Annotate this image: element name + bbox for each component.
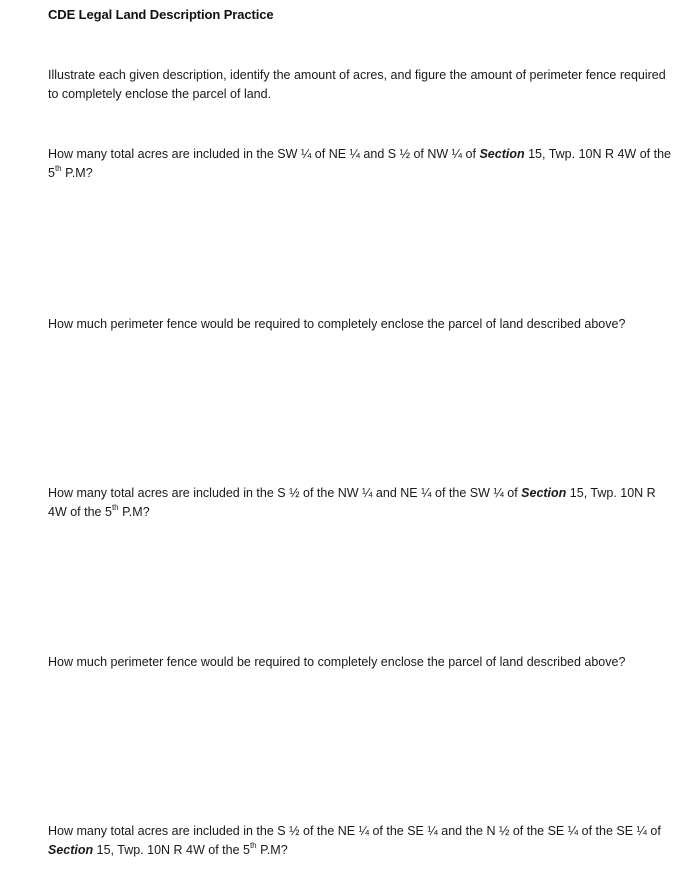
question-3-section-word: Section bbox=[521, 486, 567, 500]
question-3-acres bbox=[48, 484, 676, 522]
question-2-perimeter: How much perimeter fence would be required to completely enclose the parcel of land described above? bbox=[48, 317, 626, 331]
question-3-text-mid: 15, Twp. 10N R 4W of the 5 bbox=[48, 486, 656, 519]
question-1-text-start: How many total acres are included in the SW ¼ of NE ¼ and S ½ of NW ¼ of bbox=[48, 147, 480, 161]
question-4-perimeter: How much perimeter fence would be required to completely enclose the parcel of land described above? bbox=[48, 655, 626, 669]
question-1-ordinal-suffix: th bbox=[54, 163, 62, 173]
question-1-section-word: Section bbox=[479, 147, 525, 161]
question-5-ordinal-suffix: th bbox=[249, 840, 257, 850]
instructions-paragraph: Illustrate each given description, identify the amount of acres, and figure the amount of perimeter fence required to completely enclose the parcel of land. bbox=[48, 68, 666, 101]
question-3-ordinal-suffix: th bbox=[111, 502, 119, 512]
question-5-section-word: Section bbox=[48, 843, 94, 857]
question-5-text-start: How many total acres are included in the S ½ of the NE ¼ of the SE ¼ and the N ½ of the SE ¼ of the SE ¼ of bbox=[48, 824, 661, 838]
question-3-text-end: P.M? bbox=[118, 505, 150, 519]
question-1-text-mid: 15, Twp. 10N R 4W of the 5 bbox=[48, 147, 671, 180]
question-3-text-start: How many total acres are included in the S ½ of the NW ¼ and NE ¼ of the SW ¼ of bbox=[48, 486, 522, 500]
question-5-text-end: P.M? bbox=[256, 843, 288, 857]
question-1-text-end: P.M? bbox=[61, 166, 93, 180]
document-title: CDE Legal Land Description Practice bbox=[48, 7, 274, 22]
question-5-acres bbox=[48, 822, 676, 860]
question-1-acres bbox=[48, 145, 676, 183]
question-5-text-mid: 15, Twp. 10N R 4W of the 5 bbox=[93, 843, 250, 857]
